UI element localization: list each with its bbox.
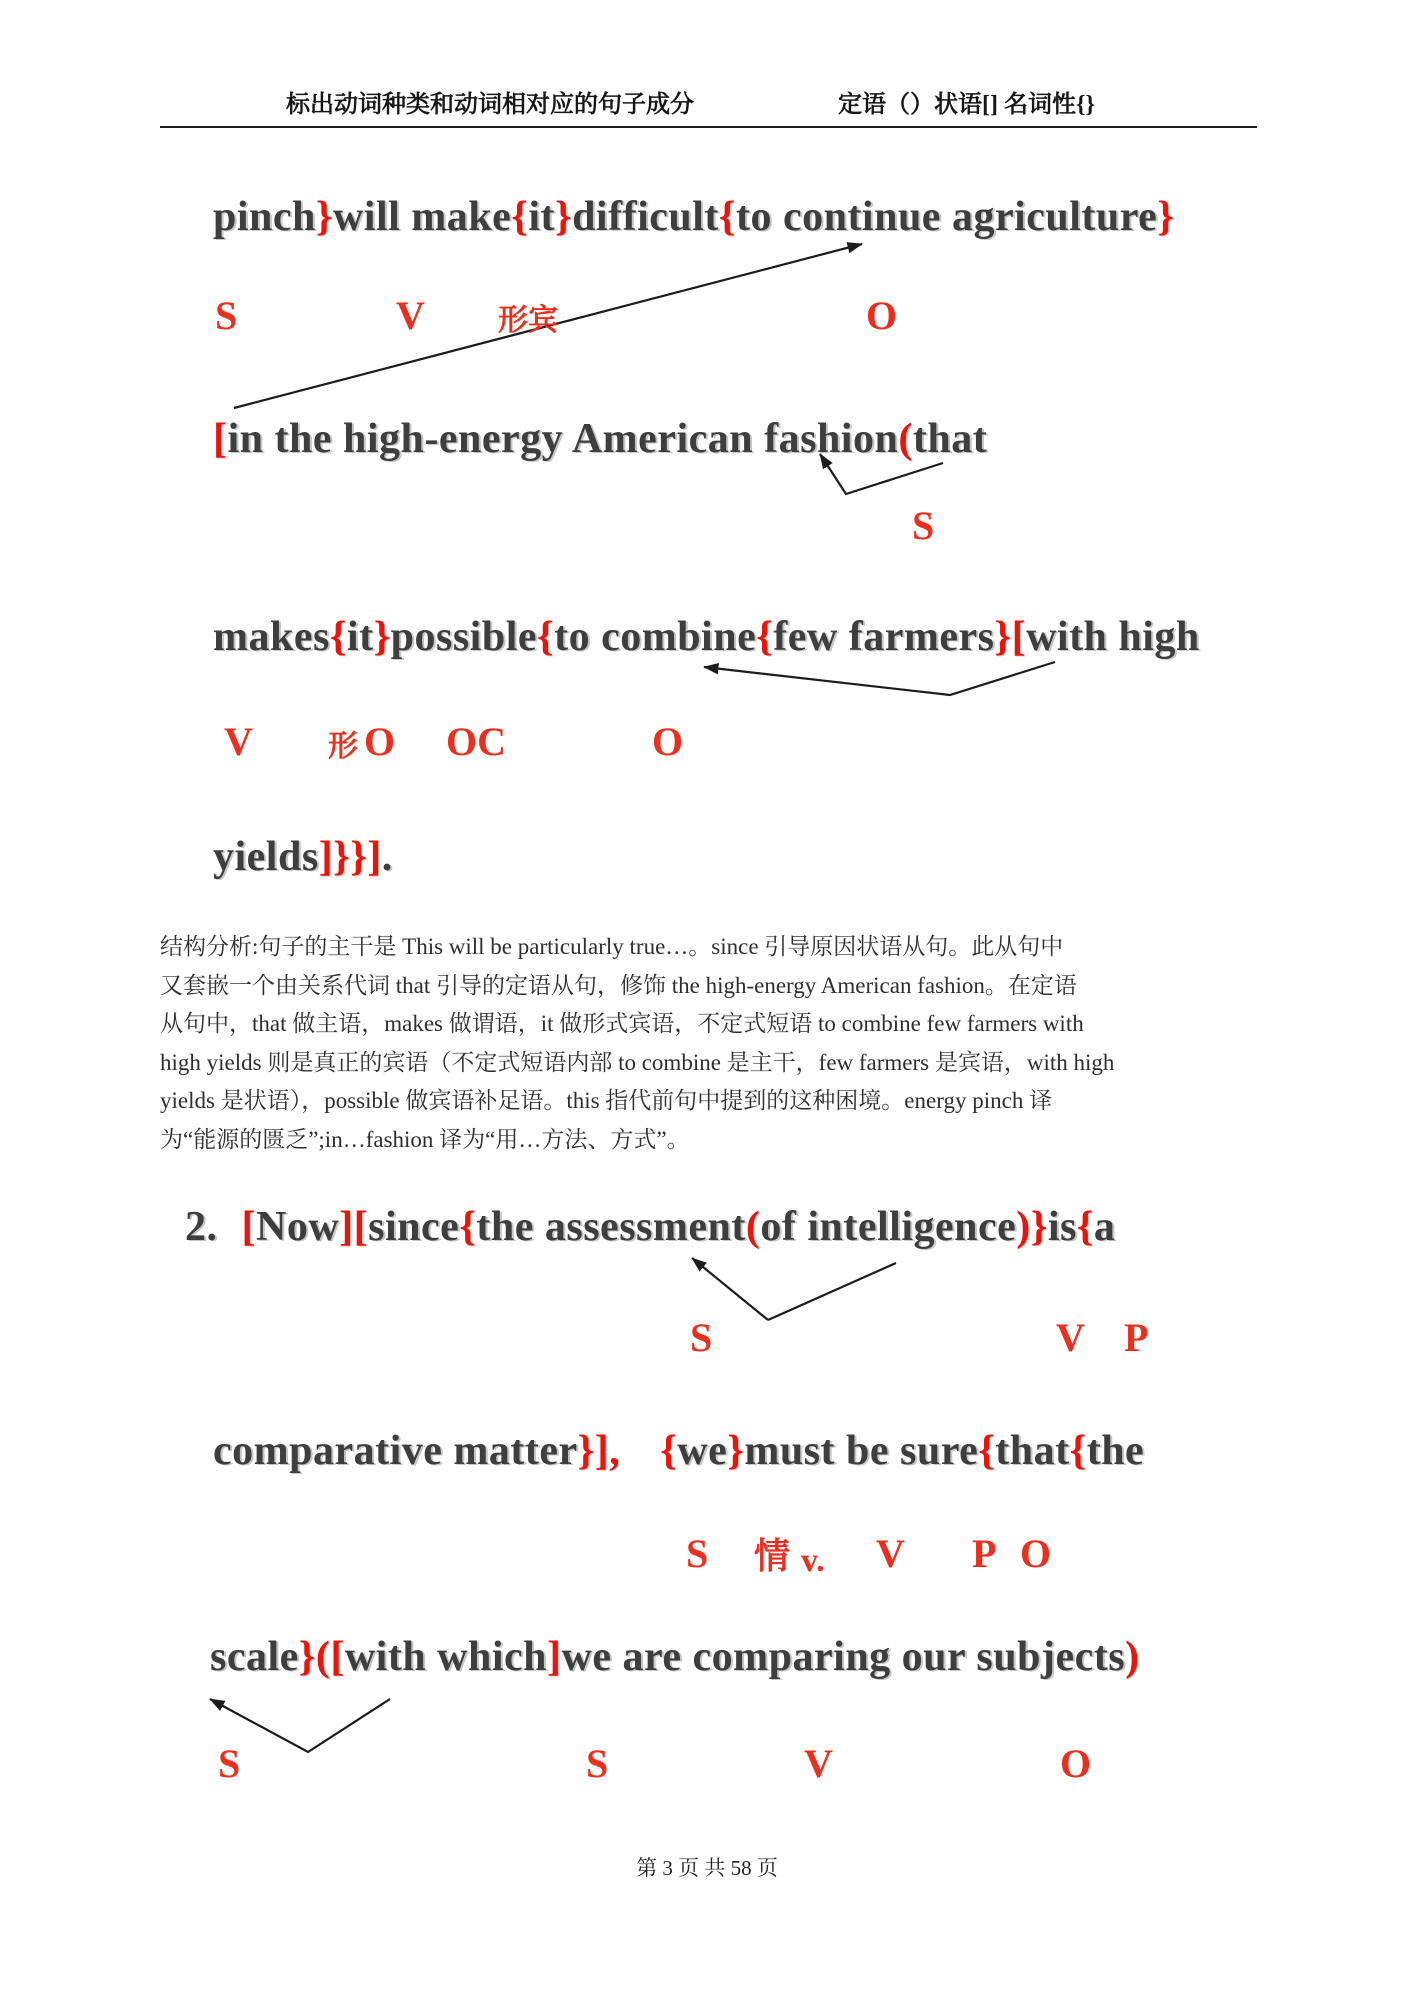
sentence-text: few farmers [773,614,995,660]
grammar-label: 形宾 [498,304,558,337]
sentence-text: 2. [185,1204,218,1250]
grammar-label: S [215,293,238,338]
sentence-text: makes [213,614,330,660]
sentence-text: the [1086,1428,1145,1474]
bracket-marker: { [718,194,736,240]
sentence-text: with high [1026,614,1200,660]
bracket-marker: } [727,1428,745,1474]
grammar-label: O [652,719,684,764]
arrow-with-high-to-combine [704,662,1055,695]
sentence-text: will make [332,194,512,240]
sentence-text: scale [210,1634,299,1680]
sentence-text: possible [390,614,538,660]
header-right-title: 定语（）状语[] 名词性{} [838,92,1095,118]
bracket-marker: { [537,614,555,660]
grammar-label: S [218,1741,241,1786]
analysis-line: 又套嵌一个由关系代词 that 引导的定语从句，修饰 the high-energy American fashion。在定语 [160,972,1077,998]
sentence-text: that [912,416,988,462]
grammar-label: V [876,1531,905,1576]
sentence-text: we [677,1428,728,1474]
header-divider [160,126,1257,128]
bracket-marker: [ [213,416,228,462]
bracket-marker: } [555,194,573,240]
grammar-label: O [866,293,898,338]
sentence-line-yields [213,836,393,878]
sentence-text: it [346,614,374,660]
sentence-line-in-fashion [213,418,987,460]
page-number-footer: 第 3 页 共 58 页 [636,1856,778,1880]
grammar-label: S [690,1315,713,1360]
analysis-line: 为“能源的匮乏”;in…fashion 译为“用…方法、方式”。 [160,1126,690,1152]
sentence-line-scale [210,1636,1140,1678]
sentence-text: with which [344,1634,548,1680]
grammar-label: O [1020,1531,1052,1576]
bracket-marker: }([ [298,1634,345,1680]
bracket-marker: } [1157,194,1175,240]
grammar-label: S [586,1741,609,1786]
sentence-text: a [1093,1204,1116,1250]
sentence-text: difficult [572,194,719,240]
grammar-label: v. [801,1542,825,1579]
bracket-marker: } [373,614,391,660]
bracket-marker: { [756,614,774,660]
sentence-text: of intelligence [760,1204,1017,1250]
analysis-line: yields 是状语），possible 做宾语补足语。this 指代前句中提到的这种困境。energy pinch 译 [160,1088,1053,1113]
sentence-text: Now [256,1204,340,1250]
sentence-text: to combine [554,614,757,660]
bracket-marker: { [978,1428,996,1474]
grammar-label: V [396,293,425,338]
sentence-line-makes [213,616,1200,658]
bracket-marker: ]}}] [318,834,382,880]
bracket-marker: ][ [339,1204,369,1250]
sentence-text: we are comparing our subjects [561,1634,1126,1680]
bracket-marker: { [1069,1428,1087,1474]
grammar-label: 情 [754,1536,791,1576]
bracket-marker: } [315,194,333,240]
bracket-marker: , [609,1428,621,1474]
bracket-marker: [ [1011,614,1027,660]
grammar-label: O [364,719,396,764]
sentence-text: pinch [213,194,316,240]
sentence-text: since [368,1204,460,1250]
analysis-line: 从句中，that 做主语，makes 做谓语，it 做形式宾语，不定式短语 to combine few farmers with [160,1011,1084,1036]
bracket-marker: { [511,194,529,240]
grammar-label: V [804,1741,833,1786]
sentence-text: in the high-energy American fashion [227,416,899,462]
sentence-text: is [1047,1204,1077,1250]
bracket-marker: { [459,1204,477,1250]
bracket-marker: { [660,1428,678,1474]
bracket-marker: )} [1016,1204,1048,1250]
sentence-text: yields [213,834,319,880]
grammar-label: S [686,1531,709,1576]
grammar-label: 形 [328,730,358,763]
grammar-label: O [1060,1741,1092,1786]
sentence-text: it [528,194,555,240]
bracket-marker: ( [898,416,913,462]
bracket-marker: [ [241,1204,256,1250]
bracket-marker: { [1076,1204,1094,1250]
sentence-text: must be sure [744,1428,979,1474]
bracket-marker: ( [745,1204,761,1250]
arrow-vertex-from-intelligence [768,1263,896,1320]
bracket-marker: ) [1125,1634,1140,1680]
sentence-item-2-now-since [185,1206,1115,1248]
sentence-line-pinch [213,196,1174,238]
grammar-label: P [972,1531,997,1576]
grammar-label: S [912,503,935,548]
grammar-label: OC [446,719,506,764]
arrow-vertex-to-assessment [692,1258,768,1320]
sentence-text: comparative matter [213,1428,578,1474]
bracket-marker: }] [577,1428,610,1474]
sentence-text: the assessment [476,1204,746,1250]
sentence-text: to continue agriculture [735,194,1158,240]
grammar-label: V [1056,1315,1085,1360]
header-left-title: 标出动词种类和动词相对应的句子成分 [286,92,694,118]
bracket-marker: ] [547,1634,562,1680]
bracket-marker: { [329,614,347,660]
grammar-label: V [224,719,253,764]
sentence-text: . [381,834,393,880]
sentence-line-comparative-matter [213,1430,1144,1472]
sentence-text: that [995,1428,1070,1474]
analysis-line: high yields 则是真正的宾语（不定式短语内部 to combine 是主干，few farmers 是宾语，with high [160,1049,1115,1075]
grammar-label: P [1124,1315,1149,1360]
bracket-marker: } [994,614,1012,660]
analysis-line: 结构分析:句子的主干是 This will be particularly true…。since 引导原因状语从句。此从句中 [160,934,1064,959]
